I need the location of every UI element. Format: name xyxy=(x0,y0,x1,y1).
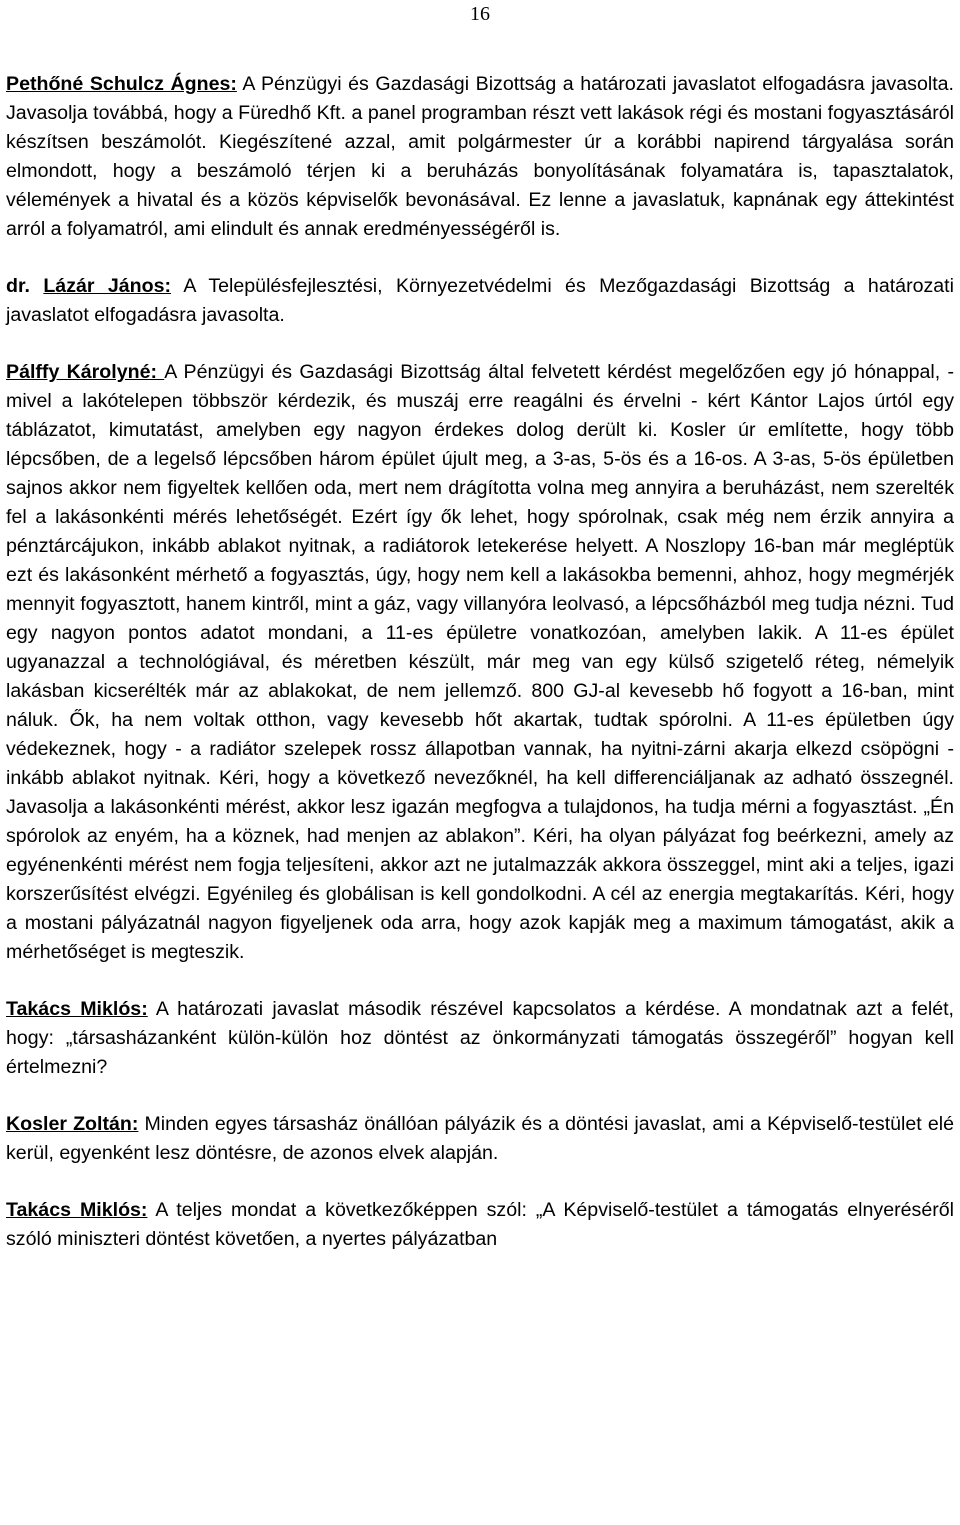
paragraph-lazar xyxy=(6,272,954,330)
speaker-name: Kosler Zoltán: xyxy=(6,1113,139,1135)
speaker-name: Takács Miklós: xyxy=(6,998,148,1020)
paragraph-text: A határozati javaslat második részével kapcsolatos a kérdése. A mondatnak azt a felét, hogy: „társasházanként külön-külön hoz döntést az önkormányzati támogatás összegéről” hogyan kell értelmezni? xyxy=(6,998,954,1078)
paragraph-text: A Pénzügyi és Gazdasági Bizottság a határozati javaslatot elfogadásra javasolta. Javasolja továbbá, hogy a Füredhő Kft. a panel programban részt vett lakások régi és mostani fogyasztásáról készítsen beszámolót. Kiegészítené azzal, amit polgármester úr a korábbi napirend tárgyalása során elmondott, hogy a beszámoló térjen ki a beruházás bonyolításának folyamatára is, tapasztalatok, vélemények a hivatal és a közös képviselők bevonásával. Ez lenne a javaslatuk, kapnának egy áttekintést arról a folyamatról, ami elindult és annak eredményességéről is. xyxy=(6,73,954,240)
paragraph-text: A Pénzügyi és Gazdasági Bizottság által felvetett kérdést megelőzően egy jó hónappal, - mivel a lakótelepen többször kérdezik, és muszáj erre reagálni és érvelni - kért Kántor Lajos úrtól egy táblázatot, kimutatást, amelyben egy nagyon érdekes dolog derült ki. Kosler úr említette, hogy több lépcsőben, de a legelső lépcsőben három épület újult meg, a 3-as, 5-ös és a 16-os. A 3-as, 5-ös épületben sajnos akkor nem figyeltek kellően oda, mert nem drágította volna meg annyira a beruházást, nem szerelték fel a lakásonkénti mérés lehetőségét. Ezért így ők lehet, hogy spórolnak, csak még nem érzik annyira a pénztárcájukon, inkább ablakot nyitnak, a radiátorok letekerése helyett. A Noszlopy 16-ban már megléptük ezt és lakásonként mérhető a fogyasztás, úgy, hogy nem kell a lakásokba bemenni, ahhoz, hogy megmérjék mennyit fogyasztott, hanem kintről, mint a gáz, vagy villanyóra leolvasó, a lépcsőházból meg tudja nézni. Tud egy nagyon pontos adatot mondani, a 11-es épületre vonatkozóan, amelyben lakik. A 11-es épület ugyanazzal a technológiával, és méretben készült, már meg van egy külső szigetelő réteg, némelyik lakásban kicserélték már az ablakokat, de nem jellemző. 800 GJ-al kevesebb hő fogyott a 16-ban, mint náluk. Ők, ha nem voltak otthon, vagy kevesebb hőt akartak, tudtak spórolni. A 11-es épületben úgy védekeznek, hogy - a radiátor szelepek rossz állapotban vannak, ha nyitni-zárni akarja elkezd csöpögni - inkább ablakot nyitnak. Kéri, hogy a következő nevezőknél, ha kell differenciáljanak az adható összegnél. Javasolja a lakásonkénti mérést, akkor lesz igazán megfogva a tulajdonos, ha tudja mérni a fogyasztást. „Én spórolok az enyém, ha a köznek, had menjen az ablakon”. Kéri, ha olyan pályázat fog beérkezni, amely az egyénenkénti mérést nem fogja teljesíteni, akkor azt ne jutalmazzák akkora összeggel, mint aki a teljes, igazi korszerűsítést elvégzi. Egyénileg és globálisan is kell gondolkodni. A cél az energia megtakarítás. Kéri, hogy a mostani pályázatnál nagyon figyeljenek oda arra, hogy azok kapják meg a maximum támogatást, akik a mérhetőséget is megteszik. xyxy=(6,361,954,963)
paragraph-takacs-2 xyxy=(6,1196,954,1254)
paragraph-text: A Településfejlesztési, Környezetvédelmi és Mezőgazdasági Bizottság a határozati javaslatot elfogadásra javasolta. xyxy=(6,275,954,326)
paragraph-text: Minden egyes társasház önállóan pályázik és a döntési javaslat, ami a Képviselő-testület elé kerül, egyenként lesz döntésre, de azonos elvek alapján. xyxy=(6,1113,954,1164)
speaker-name: Lázár János: xyxy=(43,275,172,297)
paragraph-kosler xyxy=(6,1110,954,1168)
page-number: 16 xyxy=(470,3,490,25)
document-body xyxy=(6,70,954,1282)
speaker-name: Takács Miklós: xyxy=(6,1199,148,1221)
speaker-name: Pethőné Schulcz Ágnes: xyxy=(6,73,237,95)
paragraph-takacs-1 xyxy=(6,995,954,1082)
speaker-prefix: dr. xyxy=(6,275,30,297)
paragraph-palffy xyxy=(6,358,954,967)
paragraph-text: A teljes mondat a következőképpen szól: „A Képviselő-testület a támogatás elnyeréséről szóló miniszteri döntést követően, a nyertes pályázatban xyxy=(6,1199,954,1250)
speaker-name: Pálffy Károlyné: xyxy=(6,361,165,383)
paragraph-pethone xyxy=(6,70,954,244)
